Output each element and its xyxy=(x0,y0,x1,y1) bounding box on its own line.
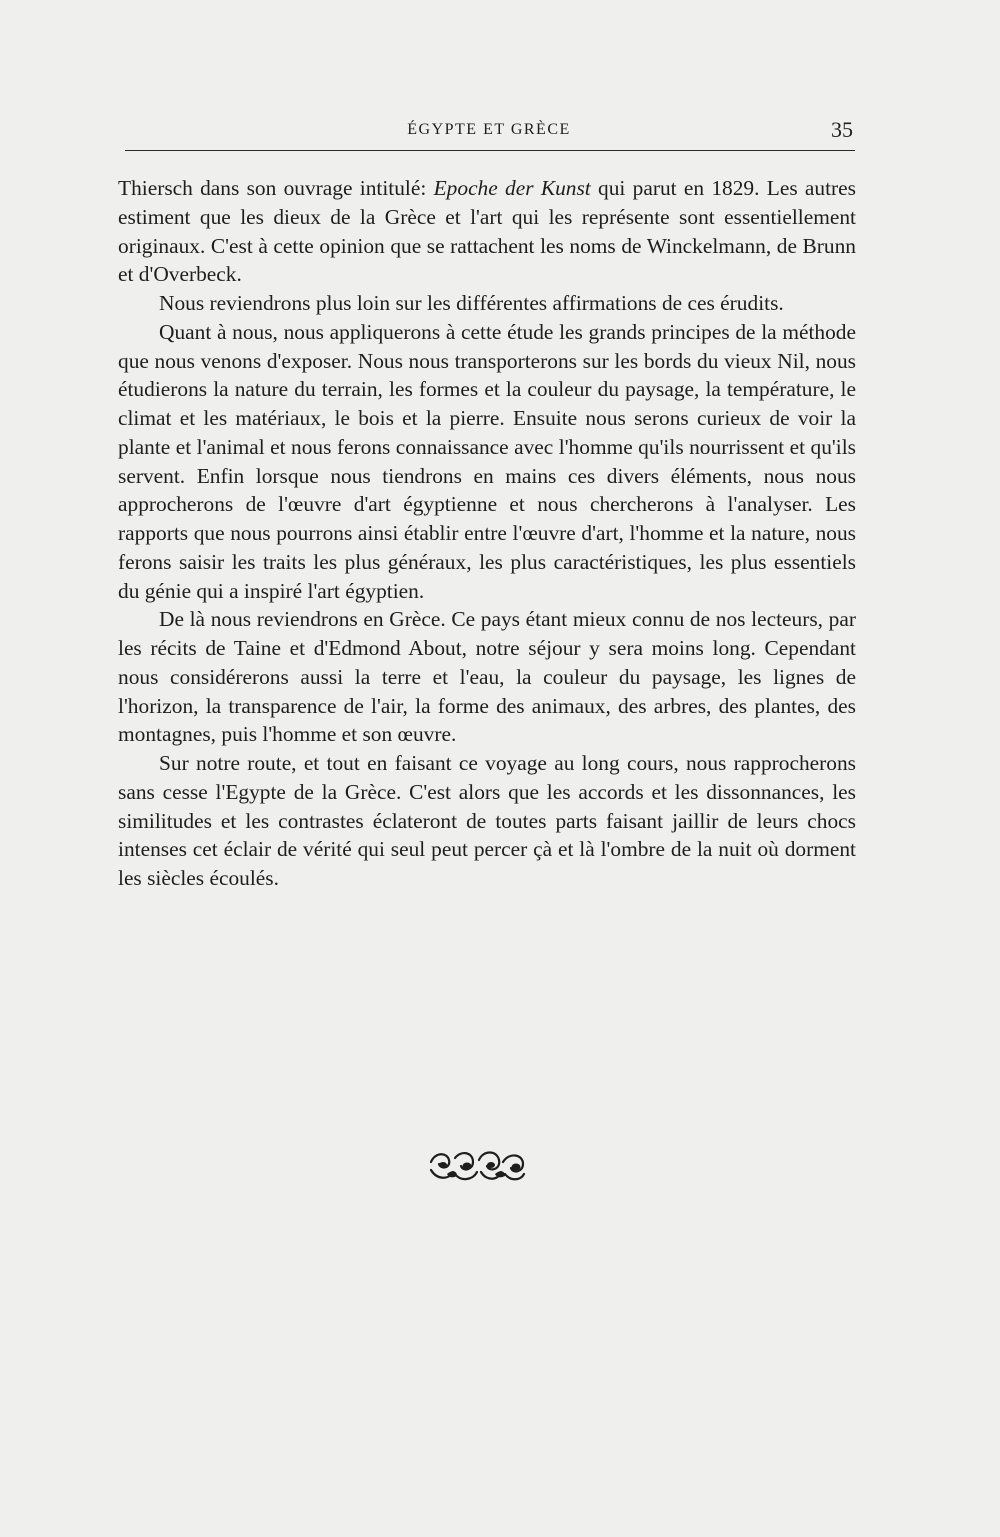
paragraph-2: Nous reviendrons plus loin sur les différentes affirmations de ces érudits. xyxy=(159,291,784,315)
page-number: 35 xyxy=(831,117,853,142)
paragraph-1-end: qui parut en 1829. Les autres estiment que les dieux de la Grèce et l'art qui les représente sont essentiellement originaux. C'est à cette opinion que se rattachent les noms de Winckelmann, de Brunn et d'Overbeck. xyxy=(118,176,856,287)
running-head xyxy=(125,118,853,146)
book-title-italic: Epoche der Kunst xyxy=(433,176,591,200)
header-rule xyxy=(125,150,855,151)
paragraph-1 xyxy=(118,174,856,289)
paragraph-5: Sur notre route, et tout en faisant ce voyage au long cours, nous rapprocherons sans cesse l'Egypte de la Grèce. C'est alors que les accords et les dissonnances, les similitudes et les contrastes éclateront de toutes parts faisant jaillir de leurs chocs intenses cet éclair de vérité qui seul peut percer çà et là l'ombre de la nuit où dorment les siècles écoulés. xyxy=(118,751,856,890)
paragraph-4: De là nous reviendrons en Grèce. Ce pays étant mieux connu de nos lecteurs, par les récits de Taine et d'Edmond About, notre séjour y sera moins long. Cependant nous considérerons aussi la terre et l'eau, la couleur du paysage, les lignes de l'horizon, la transparence de l'air, la forme des animaux, des arbres, des plantes, des montagnes, puis l'homme et son œuvre. xyxy=(118,607,856,747)
body-text xyxy=(118,174,856,893)
floral-ornament-icon xyxy=(427,1148,527,1184)
paragraph-1-start: Thiersch dans son ouvrage intitulé: xyxy=(118,176,434,200)
running-title: ÉGYPTE ET GRÈCE xyxy=(407,121,571,138)
paragraph-3: Quant à nous, nous appliquerons à cette étude les grands principes de la méthode que nous venons d'exposer. Nous nous transporterons sur les bords du vieux Nil, nous étudierons la nature du terrain, les formes et la couleur du paysage, la température, le climat et les matériaux, le bois et la pierre. Ensuite nous serons curieux de voir la plante et l'animal et nous ferons connaissance avec l'homme qu'ils nourrissent et qu'ils servent. Enfin lorsque nous tiendrons en mains ces divers éléments, nous nous approcherons de l'œuvre d'art égyptienne et nous chercherons à l'analyser. Les rapports que nous pourrons ainsi établir entre l'œuvre d'art, l'homme et la nature, nous ferons saisir les traits les plus généraux, les plus caractéristiques, les plus essentiels du génie qui a inspiré l'art égyptien. xyxy=(118,319,856,603)
